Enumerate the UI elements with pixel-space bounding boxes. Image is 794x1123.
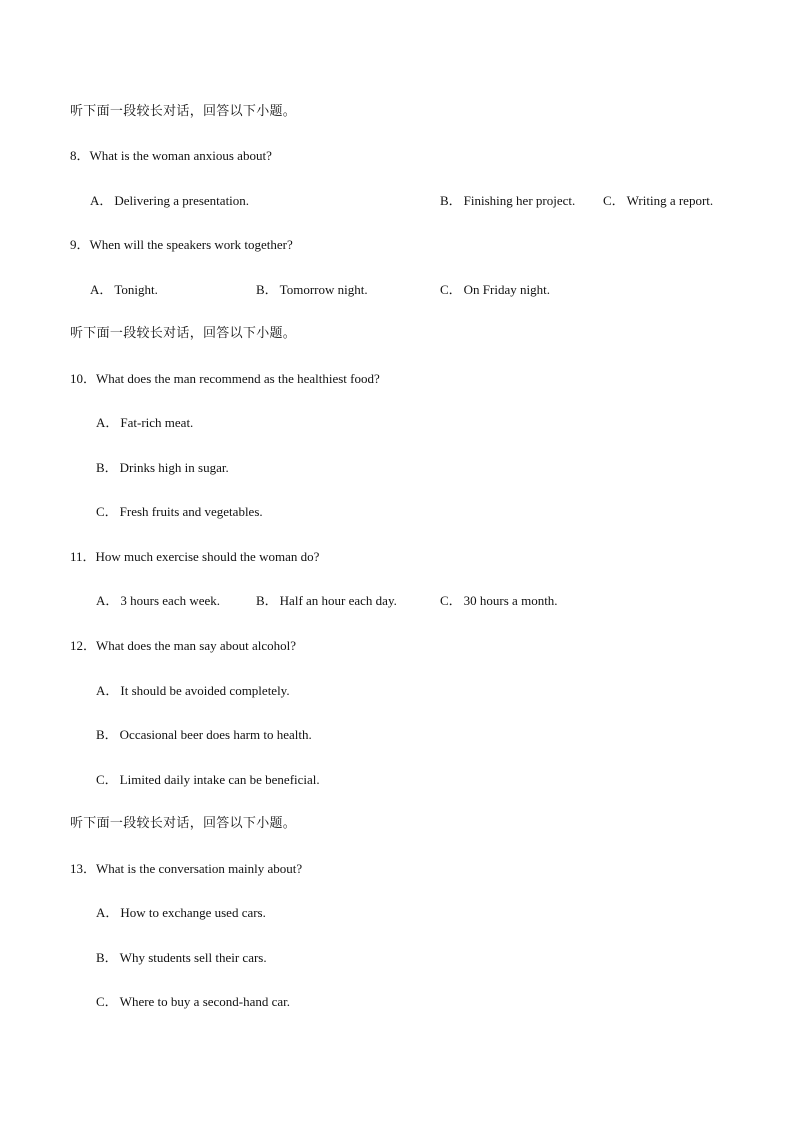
option-text: Finishing her project. xyxy=(463,193,576,208)
option-label: C． xyxy=(96,504,118,519)
option-text: Limited daily intake can be beneficial. xyxy=(119,772,320,787)
option-11c[interactable] xyxy=(440,593,558,609)
option-text: Fat-rich meat. xyxy=(120,415,194,430)
question-number: 9． xyxy=(70,237,90,252)
option-text: Why students sell their cars. xyxy=(119,950,267,965)
question-text: What does the man say about alcohol? xyxy=(96,638,297,653)
question-text: What does the man recommend as the healthiest food? xyxy=(96,371,380,386)
section-instruction: 听下面一段较长对话，回答以下小题。 xyxy=(70,326,297,341)
question-13 xyxy=(70,861,302,877)
option-label: A． xyxy=(90,193,113,208)
option-10b[interactable] xyxy=(96,460,229,476)
option-label: B． xyxy=(96,950,118,965)
question-9 xyxy=(70,237,293,253)
option-text: Half an hour each day. xyxy=(279,593,397,608)
option-label: B． xyxy=(96,727,118,742)
option-text: Writing a report. xyxy=(626,193,714,208)
option-text: Where to buy a second-hand car. xyxy=(119,994,291,1009)
option-8b[interactable] xyxy=(440,193,575,209)
option-label: C． xyxy=(96,994,118,1009)
option-12a[interactable] xyxy=(96,683,290,699)
option-label: A． xyxy=(96,905,119,920)
option-label: A． xyxy=(96,415,119,430)
option-8a[interactable] xyxy=(90,193,249,209)
option-label: A． xyxy=(96,593,119,608)
question-number: 11． xyxy=(70,549,96,564)
option-text: 3 hours each week. xyxy=(120,593,221,608)
option-13a[interactable] xyxy=(96,905,266,921)
option-label: C． xyxy=(603,193,625,208)
section-instruction: 听下面一段较长对话，回答以下小题。 xyxy=(70,104,297,119)
option-9b[interactable] xyxy=(256,282,368,298)
option-12b[interactable] xyxy=(96,727,312,743)
option-11b[interactable] xyxy=(256,593,397,609)
option-text: Tomorrow night. xyxy=(279,282,368,297)
option-12c[interactable] xyxy=(96,772,320,788)
option-9c[interactable] xyxy=(440,282,550,298)
section-instruction: 听下面一段较长对话，回答以下小题。 xyxy=(70,816,297,831)
option-text: On Friday night. xyxy=(463,282,550,297)
option-label: C． xyxy=(440,593,462,608)
option-10a[interactable] xyxy=(96,415,193,431)
question-text: What is the conversation mainly about? xyxy=(96,861,303,876)
option-9a[interactable] xyxy=(90,282,158,298)
option-text: It should be avoided completely. xyxy=(120,683,290,698)
option-text: Delivering a presentation. xyxy=(114,193,250,208)
option-text: Fresh fruits and vegetables. xyxy=(119,504,263,519)
option-label: A． xyxy=(96,683,119,698)
question-12 xyxy=(70,638,296,654)
option-label: B． xyxy=(256,593,278,608)
option-label: A． xyxy=(90,282,113,297)
option-label: B． xyxy=(96,460,118,475)
option-10c[interactable] xyxy=(96,504,263,520)
option-label: B． xyxy=(440,193,462,208)
option-text: 30 hours a month. xyxy=(463,593,558,608)
option-label: B． xyxy=(256,282,278,297)
option-13c[interactable] xyxy=(96,994,290,1010)
question-number: 10． xyxy=(70,371,97,386)
question-text: When will the speakers work together? xyxy=(89,237,293,252)
question-10 xyxy=(70,371,380,387)
option-label: C． xyxy=(440,282,462,297)
option-text: Tonight. xyxy=(114,282,158,297)
option-text: Occasional beer does harm to health. xyxy=(119,727,312,742)
option-text: How to exchange used cars. xyxy=(120,905,266,920)
option-13b[interactable] xyxy=(96,950,267,966)
question-text: How much exercise should the woman do? xyxy=(95,549,320,564)
question-number: 12． xyxy=(70,638,97,653)
question-text: What is the woman anxious about? xyxy=(89,148,272,163)
question-11 xyxy=(70,549,319,565)
option-8c[interactable] xyxy=(603,193,713,209)
question-8 xyxy=(70,148,272,164)
option-11a[interactable] xyxy=(96,593,220,609)
option-label: C． xyxy=(96,772,118,787)
question-number: 8． xyxy=(70,148,90,163)
option-text: Drinks high in sugar. xyxy=(119,460,229,475)
question-number: 13． xyxy=(70,861,97,876)
